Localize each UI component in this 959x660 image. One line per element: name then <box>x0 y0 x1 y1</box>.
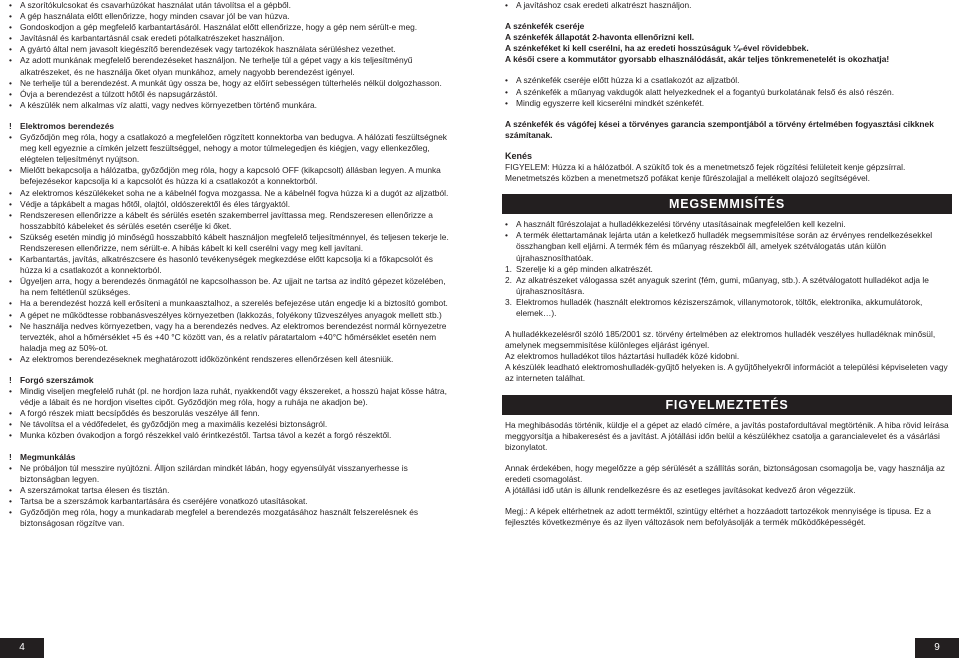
brush-heading-line: A szénkeféket ki kell cserélni, ha az eredeti hosszúságuk ¼-ével rövidebbek. <box>505 43 809 54</box>
list-item: • Ne próbáljon túl messzire nyújtózni. Álljon szilárdan mindkét lábán, hogy egyensúlyát visszanyerhesse is biztonságban legyen. <box>9 463 452 485</box>
list-item: • Ügyeljen arra, hogy a berendezés önmagától ne kapcsolhasson be. Az ujjait ne tartsa az indító gépezet közelében, ha nem feltétlenül szükséges. <box>9 276 452 298</box>
brush-list <box>505 75 949 108</box>
list-item: • Rendszeresen ellenőrizze a kábelt és sérülés esetén szakemberrel javíttassa meg. Rendszeresen ellenőrizze a hosszabbító kábeleket és sérülés esetén cserélje ki őket. <box>9 210 452 232</box>
disposal-steps <box>505 264 949 319</box>
brush-heading-line: A késői csere a kommutátor gyorsabb elhasználódását, akár teljes tönkremenetelét is okozhatja! <box>505 54 890 65</box>
section-title-electrical <box>9 121 452 132</box>
list-item: • Munka közben óvakodjon a forgó részekkel való érintkezéstől. Tartsa távol a kezét a forgó részektől. <box>9 430 452 441</box>
section-title-maintenance <box>9 452 452 463</box>
list-item: • A forgó részek miatt becsípődés és beszorulás veszélye áll fenn. <box>9 408 452 419</box>
warning-paragraph: Annak érdekében, hogy megelőzze a gép sérülését a szállítás során, biztonságosan csomagolja be, vagy használja az eredeti csomagolást. <box>505 462 945 484</box>
warning-mark-icon: ! <box>9 375 12 385</box>
section-title-text: Megmunkálás <box>20 451 76 462</box>
list-item: • Ne távolítsa el a védőfedelet, és győződjön meg a maximális kezelési biztonságról. <box>9 419 452 430</box>
safety-list <box>9 0 452 111</box>
list-item: • Szükség esetén mindig jó minőségű hosszabbító kábelt használjon megfelelő teljesítménnyel, és teljesen tekerje le. Rendszeresen ellenőrizze, nem sérült-e. A hibás kábelt ki kell cserélni vagy meg kell javítani. <box>9 232 452 254</box>
list-item: • Ne használja nedves környezetben, vagy ha a berendezés nedves. Az elektromos berendezést normál környezetre tervezték, ahol a hőmérséklet +5 és +40 °C között van, és a relatív páratartalom +40°C hőmérséklet esetén nem haladja meg az 50%-ot. <box>9 321 452 354</box>
brush-heading-line: A szénkefék cseréje <box>505 21 585 32</box>
list-item: • A termék élettartamának lejárta után a keletkező hulladék megsemmisítése során az érvényes rendelkezésekkel összhangban kell eljárni. A termék fém és műanyag részekből áll, amelyek szétválogatás után külön újrahasznosíthatóak. <box>505 230 949 263</box>
disposal-list <box>505 219 949 263</box>
list-item: • A szorítókulcsokat és csavarhúzókat használat után távolítsa el a gépből. <box>9 0 452 11</box>
list-item: • Az adott munkának megfelelő berendezéseket használjon. Ne terhelje túl a gépet vagy a kis teljesítményű alkatrészeket, és ne használja őket olyan munkához, amely nagyobb berendezést igényel. <box>9 55 452 77</box>
step-item <box>505 275 949 297</box>
list-item: • Mindig viseljen megfelelő ruhát (pl. ne hordjon laza ruhát, nyakkendőt vagy ékszereket, a hosszú hajat kösse hátra, védje a lábait és ne hordjon viseltes cipőt. Győződjön meg róla, hogy a ruhája ne akadjon be). <box>9 386 452 408</box>
list-item: • Az elektromos készülékeket soha ne a kábelnél fogva mozgassa. Ne a kábelnél fogva húzza ki a dugót az aljzatból. <box>9 188 452 199</box>
list-item: • A szerszámokat tartsa élesen és tisztán. <box>9 485 452 496</box>
paragraph-line: A hulladékkezelésről szóló 185/2001 sz. törvény értelmében az elektromos hulladék veszélyes hulladéknak minősül, amelynek megsemmisítése különleges eljárást igényel. <box>505 329 936 351</box>
step-number: 1. <box>505 263 512 274</box>
list-item: • A gépet ne működtesse robbanásveszélyes környezetben (lakkozás, folyékony tűzveszélyes anyagok mellett stb.) <box>9 310 452 321</box>
list-item: • Tartsa be a szerszámok karbantartására és cseréjére vonatkozó utasításokat. <box>9 496 452 507</box>
warning-banner: FIGYELMEZTETÉS <box>502 395 952 415</box>
list-item: • Győződjön meg róla, hogy a munkadarab megfelel a berendezés mozgatásához használt felszerelésnek és biztonságosan rögzítve van. <box>9 507 452 529</box>
left-column <box>9 0 452 529</box>
list-item: • Óvja a berendezést a túlzott hőtől és napsugárzástól. <box>9 89 452 100</box>
list-item: • A gyártó által nem javasolt kiegészítő berendezések vagy tartozékok használata sérüléshez vezethet. <box>9 44 452 55</box>
list-item: • Karbantartás, javítás, alkatrészcsere és hasonló tevékenységek megkezdése előtt kapcsolja ki a főkapcsolót és húzza ki a csatlakozót a konnektorból. <box>9 254 452 276</box>
brush-heading-line: A szénkefék állapotát 2-havonta ellenőrizni kell. <box>505 32 695 43</box>
lubrication-title: Kenés <box>505 150 533 161</box>
list-item: • Győződjön meg róla, hogy a csatlakozó a megfelelően rögzített konnektorba van bedugva. A hálózati feszültségnek meg kell egyeznie a címkén jelzett feszültséggel, nehogy a motor túlmelegedjen és kiégjen, vagy ellenkezőleg, elégtelen teljesítményt nyújtson. <box>9 132 452 165</box>
list-item: • Mindig egyszerre kell kicserélni mindkét szénkefét. <box>505 98 949 109</box>
step-number: 2. <box>505 274 512 285</box>
step-item <box>505 297 949 319</box>
page-number-right: 9 <box>915 638 959 658</box>
warning-mark-icon: ! <box>9 451 12 462</box>
step-text: Szerelje ki a gép minden alkatrészét. <box>516 263 653 274</box>
section-title-rotating <box>9 375 452 386</box>
warranty-note: A szénkefék és vágófej kései a törvényes garancia szempontjából a törvény értelmében fogyasztási cikknek számítanak. <box>505 118 934 140</box>
paragraph-line: Az elektromos hulladékot tilos háztartási hulladék közé kidobni. <box>505 351 740 362</box>
list-item: • Az elektromos berendezéseknek meghatározott időközönként rendszeres ellenőrzésen kell átesniük. <box>9 354 452 365</box>
section-title-text: Forgó szerszámok <box>20 375 94 385</box>
page-number-left: 4 <box>0 638 44 658</box>
warning-paragraph: A jótállási idő után is állunk rendelkezésre és az esetleges javításokat kedvező áron végezzük. <box>505 485 856 495</box>
list-item: • A készülék nem alkalmas víz alatti, vagy nedves környezetben történő munkára. <box>9 100 452 111</box>
list-item: • Védje a tápkábelt a magas hőtől, olajtól, oldószerektől és éles tárgyaktól. <box>9 199 452 210</box>
disposal-banner: MEGSEMMISÍTÉS <box>502 194 952 214</box>
paragraph-line: A készülék leadható elektromoshulladék-gyűjtő helyeken is. A gyűjtőhelyekről információt a települési képviseleten vagy az interneten találhat. <box>505 362 948 384</box>
warning-mark-icon: ! <box>9 120 12 131</box>
repair-list <box>505 0 949 11</box>
list-item: • A szénkefék cseréje előtt húzza ki a csatlakozót az aljzatból. <box>505 75 949 86</box>
lubrication-text: FIGYELEM: Húzza ki a hálózatból. A szükítő tok és a menetmetsző fejek rögzítési felületeit kenje gépzsírral. Menetmetszés közben a menetmetsző pofákat kenje fűrészolajjal a mellékelt olajozó segítségével. <box>505 162 906 184</box>
right-column <box>505 0 949 528</box>
step-number: 3. <box>505 296 512 307</box>
step-text: Az alkatrészeket válogassa szét anyaguk szerint (fém, gumi, műanyag, stb.). A szétválogatott hulladékot adja le újrahasznosításra. <box>516 274 929 296</box>
brush-heading <box>505 21 949 65</box>
list-item: • Javításnál és karbantartásnál csak eredeti pótalkatrészeket használjon. <box>9 33 452 44</box>
list-item: • Gondoskodjon a gép megfelelő karbantartásáról. Használat előtt ellenőrizze, hogy a gép nem sérült-e meg. <box>9 22 452 33</box>
step-text: Elektromos hulladék (használt elektromos kéziszerszámok, villanymotorok, töltők, elektronika, akkumulátorok, elemek…). <box>516 296 923 318</box>
list-item: • A szénkefék a műanyag vakdugók alatt helyezkednek el a fogantyú burkolatának felső és alsó részén. <box>505 87 949 98</box>
list-item: • Ne terhelje túl a berendezést. A munkát úgy ossza be, hogy az előírt sebességen túlterhelés nélkül dolgozhasson. <box>9 78 452 89</box>
section-title-text: Elektromos berendezés <box>20 120 115 131</box>
electrical-list <box>9 132 452 365</box>
maintenance-list <box>9 463 452 530</box>
rotating-list <box>9 386 452 441</box>
list-item: • A gép használata előtt ellenőrizze, hogy minden csavar jól be van húzva. <box>9 11 452 22</box>
disposal-paragraph <box>505 329 949 384</box>
list-item: • A javításhoz csak eredeti alkatrészt használjon. <box>505 0 949 11</box>
list-item: • A használt fűrészolajat a hulladékkezelési törvény utasításainak megfelelően kell kezelni. <box>505 219 949 230</box>
note-paragraph: Megj.: A képek eltérhetnek az adott terméktől, szintügy eltérhet a hozzáadott tartozékok mennyisége is tipusa. Ez a fejlesztés következménye és az ilyen változások nem befolyásolják a termék működőképességét. <box>505 506 931 528</box>
list-item: • Mielőtt bekapcsolja a hálózatba, győződjön meg róla, hogy a kapcsoló OFF (kikapcsolt) állásban legyen. A munka befejezésekor kapcsolja ki a kapcsolót és húzza ki a csatlakozót a konnektorból. <box>9 165 452 187</box>
list-item: • Ha a berendezést hozzá kell erősíteni a munkaasztalhoz, a szerelés befejezése után engedje ki a biztosító gombot. <box>9 298 452 309</box>
warning-paragraph: Ha meghibásodás történik, küldje el a gépet az eladó címére, a javítás postafordultával megtörténik. A hiba rövid leírása meggyorsítja a hibakeresést és a javítást. A jótállási időn belül a készülékhez csatolja a garancialevelet és a vásárlási bizonylatot. <box>505 419 949 452</box>
step-item <box>505 264 949 275</box>
